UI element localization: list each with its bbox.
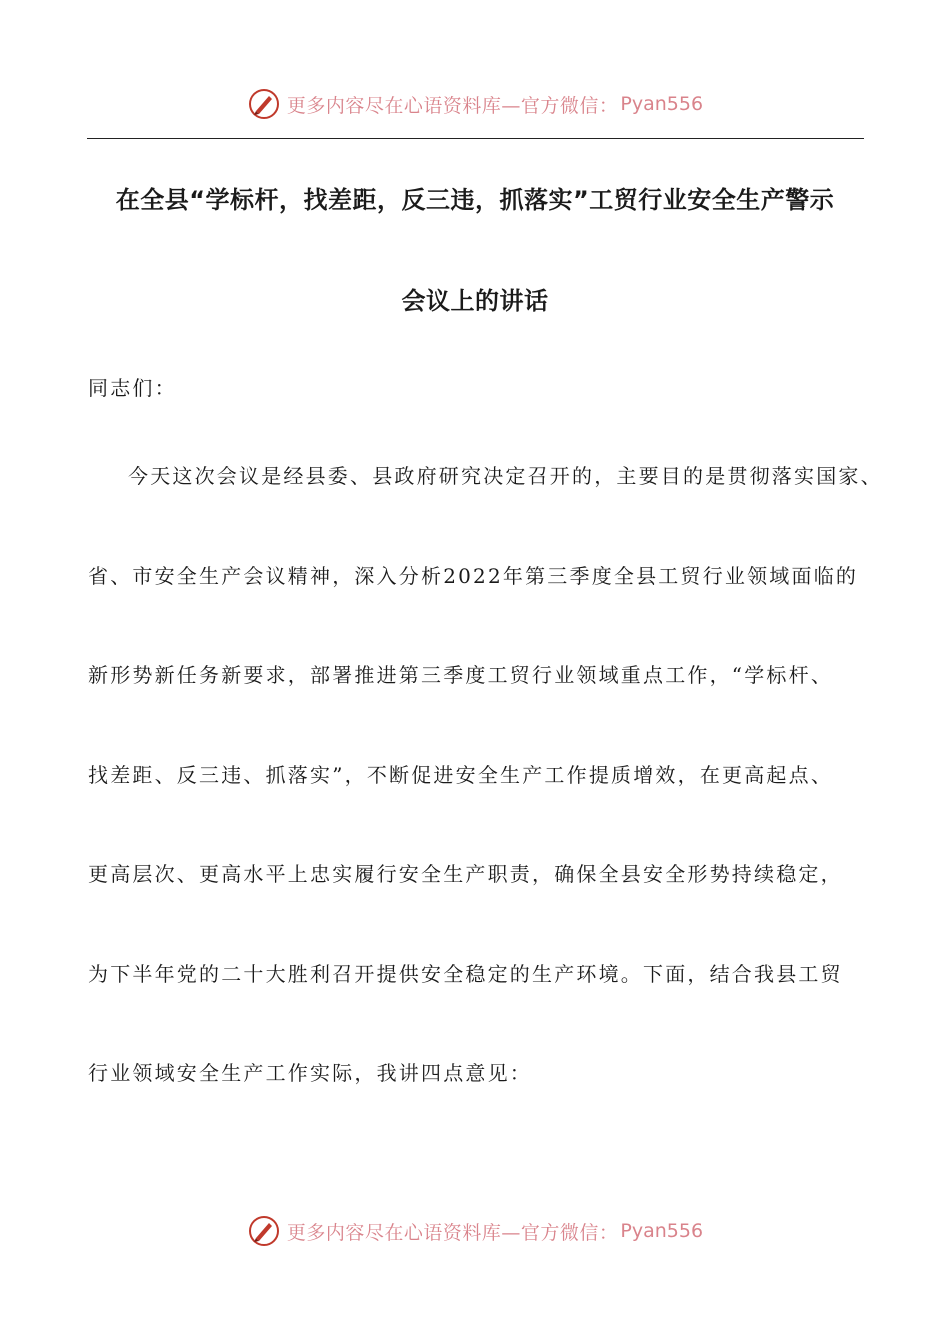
footer-watermark — [0, 1211, 950, 1251]
header-divider — [87, 138, 864, 139]
document-title-line-2: 会议上的讲话 — [401, 287, 549, 315]
body-line-5: 更高层次、更高水平上忠实履行安全生产职责，确保全县安全形势持续稳定， — [88, 862, 843, 886]
header-watermark — [0, 84, 950, 124]
pen-logo-icon — [247, 1214, 281, 1248]
body-line-1: 今天这次会议是经县委、县政府研究决定召开的，主要目的是贯彻落实国家、 — [128, 464, 883, 488]
body-line-4: 找差距、反三违、抓落实”，不断促进安全生产工作提质增效，在更高起点、 — [88, 763, 834, 787]
body-line-7: 行业领域安全生产工作实际，我讲四点意见： — [88, 1061, 532, 1085]
watermark-wechat-id: Pyan556 — [620, 1220, 704, 1242]
body-line-2: 省、市安全生产会议精神，深入分析2022年第三季度全县工贸行业领域面临的 — [88, 564, 859, 588]
watermark-wechat-id: Pyan556 — [620, 93, 704, 115]
watermark-text: 更多内容尽在心语资料库—官方微信： — [286, 94, 619, 117]
salutation: 同志们： — [88, 376, 177, 400]
body-line-6: 为下半年党的二十大胜利召开提供安全稳定的生产环境。下面，结合我县工贸 — [88, 962, 843, 986]
body-line-3: 新形势新任务新要求，部署推进第三季度工贸行业领域重点工作，“学标杆、 — [88, 663, 834, 687]
document-title-line-1: 在全县“学标杆，找差距，反三违，抓落实”工贸行业安全生产警示 — [115, 186, 835, 214]
pen-logo-icon — [247, 87, 281, 121]
watermark-text: 更多内容尽在心语资料库—官方微信： — [286, 1221, 619, 1244]
